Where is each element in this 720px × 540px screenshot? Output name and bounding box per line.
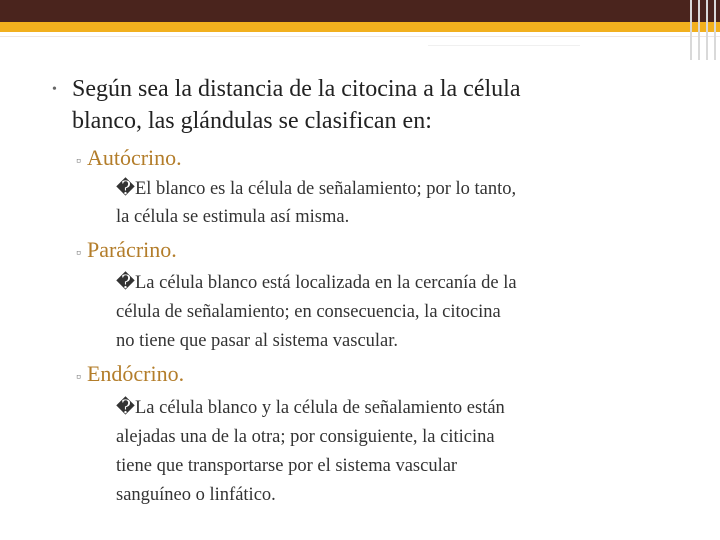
category-title: Endócrino.	[86, 361, 185, 386]
paracrino-description-line-3: no tiene que pasar al sistema vascular.	[116, 331, 399, 351]
autocrino-description-line-2: la célula se estimula así misma.	[116, 207, 350, 227]
category-title: Autócrino.	[86, 145, 182, 170]
category-autocrino	[76, 144, 182, 176]
main-bullet-marker: •	[52, 82, 57, 97]
endocrino-description-line-3: tiene que transportarse por el sistema vascular	[116, 456, 458, 476]
sub-bullet-marker: ▫	[76, 370, 81, 385]
main-bullet-line-1: Según sea la distancia de la citocina a la célula	[72, 76, 521, 102]
category-endocrino	[76, 360, 184, 392]
paracrino-description-line-2: célula de señalamiento; en consecuencia, la citocina	[116, 302, 501, 322]
endocrino-description-line-2: alejadas una de la otra; por consiguiente, la citicina	[116, 427, 495, 447]
endocrino-description-line-1: �La célula blanco y la célula de señalamiento están	[116, 398, 505, 418]
main-bullet-line-2: blanco, las glándulas se clasifican en:	[72, 108, 432, 134]
category-title: Parácrino.	[86, 237, 177, 262]
autocrino-description-line-1: �El blanco es la célula de señalamiento; por lo tanto,	[116, 179, 517, 199]
paracrino-description-line-1: �La célula blanco está localizada en la cercanía de la	[116, 273, 517, 293]
category-paracrino	[76, 236, 177, 268]
sub-bullet-marker: ▫	[76, 154, 81, 169]
sub-bullet-marker: ▫	[76, 246, 81, 261]
endocrino-description-line-4: sanguíneo o linfático.	[116, 485, 276, 505]
